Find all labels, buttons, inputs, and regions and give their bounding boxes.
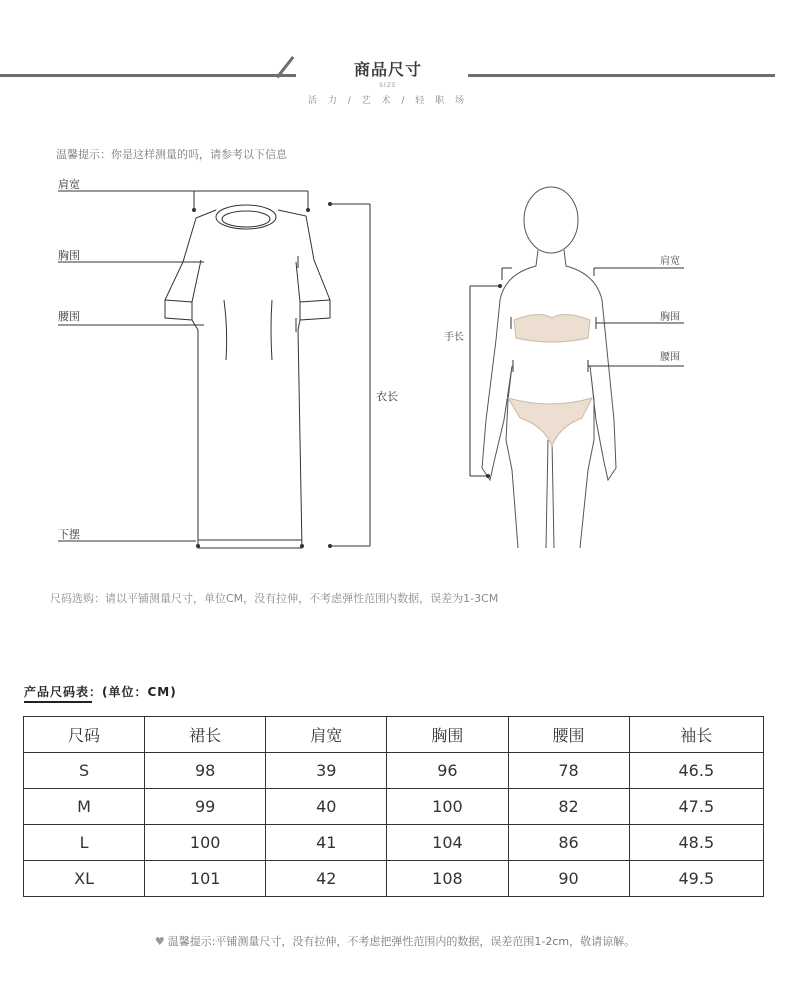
header-cell: 肩宽	[266, 717, 387, 753]
page-title: 商品尺寸	[353, 60, 422, 79]
table-cell: S	[24, 753, 145, 789]
body-top	[514, 314, 590, 342]
table-cell: 42	[266, 861, 387, 897]
table-cell: 46.5	[629, 753, 763, 789]
header-cell: 尺码	[24, 717, 145, 753]
table-cell: 86	[508, 825, 629, 861]
header-cell: 袖长	[629, 717, 763, 753]
table-cell: 49.5	[629, 861, 763, 897]
table-cell: 100	[145, 825, 266, 861]
table-cell: 104	[387, 825, 508, 861]
body-label-waist: 腰围	[660, 352, 680, 363]
table-cell: 78	[508, 753, 629, 789]
table-cell: 39	[266, 753, 387, 789]
table-cell: M	[24, 789, 145, 825]
dress-outline	[165, 210, 330, 548]
heart-icon: ♥	[154, 935, 165, 948]
dress-label-length: 衣长	[376, 390, 398, 403]
table-cell: 47.5	[629, 789, 763, 825]
table-row	[24, 861, 764, 897]
table-cell: 82	[508, 789, 629, 825]
header-divider-left	[0, 74, 296, 77]
body-diagram	[430, 180, 700, 560]
table-cell: 48.5	[629, 825, 763, 861]
measure-tip: 温馨提示：你是这样测量的吗，请参考以下信息	[56, 148, 287, 161]
footer-text: 温馨提示:平铺测量尺寸，没有拉伸，不考虑把弹性范围内的数据，误差范围1-2cm，敬请谅解。	[167, 935, 636, 948]
table-row	[24, 789, 764, 825]
table-cell: XL	[24, 861, 145, 897]
dress-label-chest: 胸围	[58, 249, 80, 262]
table-cell: L	[24, 825, 145, 861]
size-table-header	[24, 717, 764, 753]
dress-label-shoulder: 肩宽	[58, 178, 80, 191]
body-head	[524, 187, 578, 253]
table-cell: 99	[145, 789, 266, 825]
size-table-title-underline	[24, 701, 92, 703]
body-label-arm: 手长	[444, 332, 464, 343]
header-cell: 腰围	[508, 717, 629, 753]
measure-note: 尺码选购：请以平铺测量尺寸，单位CM，没有拉伸，不考虑弹性范围内数据，误差为1-3CM	[50, 592, 499, 605]
table-row	[24, 753, 764, 789]
table-cell: 98	[145, 753, 266, 789]
table-cell: 101	[145, 861, 266, 897]
table-cell: 108	[387, 861, 508, 897]
header-cell: 裙长	[145, 717, 266, 753]
header-divider-right	[468, 74, 775, 77]
size-table-title: 产品尺码表：(单位：CM)	[24, 685, 177, 699]
dress-neckline	[216, 205, 276, 229]
dress-label-hem: 下摆	[58, 528, 80, 541]
body-label-chest: 胸围	[660, 312, 680, 323]
header-cell: 胸围	[387, 717, 508, 753]
table-cell: 100	[387, 789, 508, 825]
table-cell: 90	[508, 861, 629, 897]
table-row	[24, 825, 764, 861]
table-cell: 40	[266, 789, 387, 825]
dress-diagram	[0, 160, 420, 580]
dress-label-waist: 腰围	[58, 310, 80, 323]
size-table	[23, 716, 764, 897]
body-label-shoulder: 肩宽	[660, 256, 680, 267]
table-cell: 96	[387, 753, 508, 789]
footer-note	[0, 933, 790, 949]
body-bottom	[508, 398, 592, 446]
page-subtitle: SIZE	[379, 82, 397, 89]
page-tagline: 活 力 / 艺 术 / 轻 职 场	[308, 96, 468, 106]
table-cell: 41	[266, 825, 387, 861]
